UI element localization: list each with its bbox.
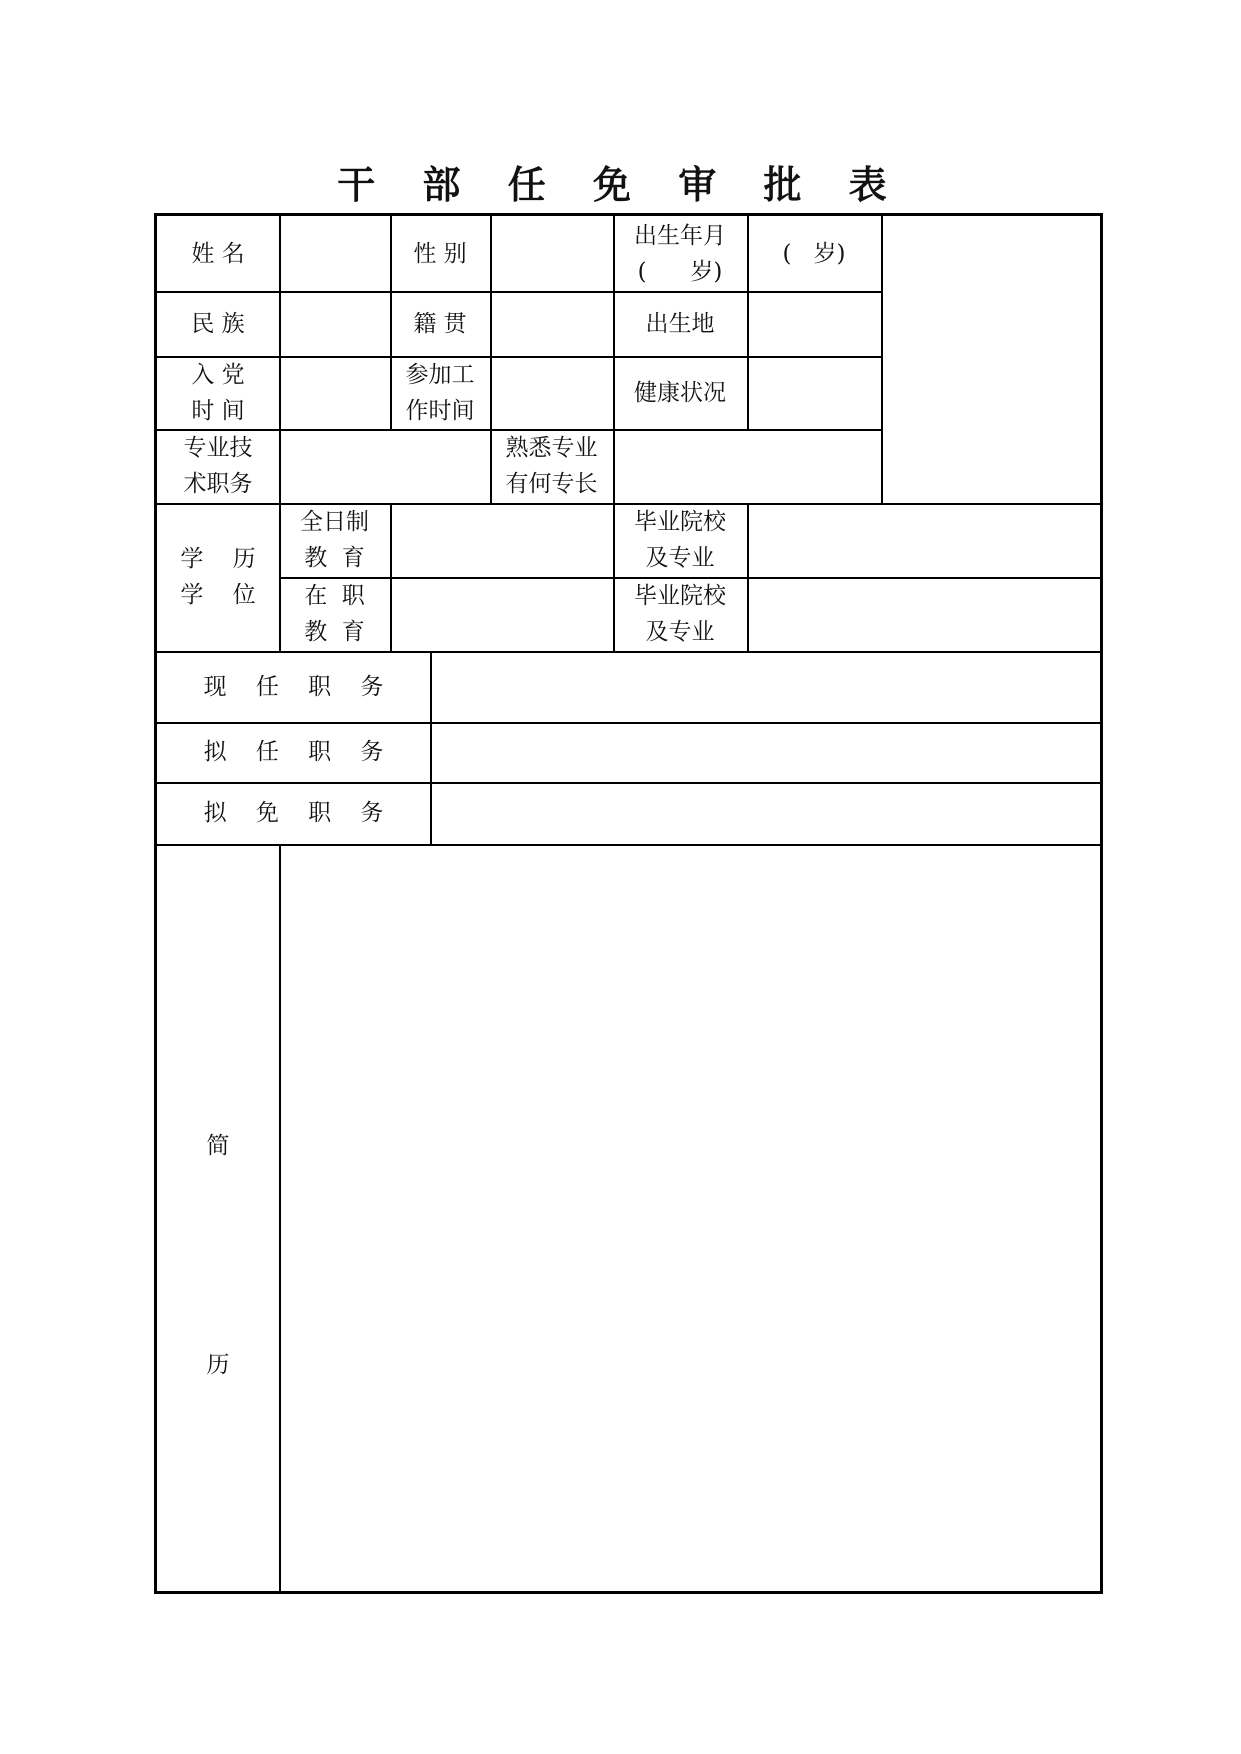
fulltime-school-field[interactable] xyxy=(749,505,1100,577)
party-join-date-label: 入 党 时 间 xyxy=(191,361,245,424)
proposed-post-label: 拟 任 职 务 xyxy=(203,739,384,765)
current-post-label: 现 任 职 务 xyxy=(203,673,384,700)
health-field[interactable] xyxy=(749,358,881,429)
birth-date-label: 出生年月 ( 岁) xyxy=(634,222,726,285)
fulltime-school-label: 毕业院校 及专业 xyxy=(634,509,726,571)
inservice-education-label: 在 职 教 育 xyxy=(304,583,365,645)
inservice-school-label: 毕业院校 及专业 xyxy=(634,583,726,645)
work-start-date-label: 参加工 作时间 xyxy=(405,361,475,424)
ethnicity-label: 民 族 xyxy=(191,310,245,337)
gender-field[interactable] xyxy=(492,216,613,291)
proposed-removal-field[interactable] xyxy=(432,784,1100,844)
resume-field[interactable] xyxy=(281,846,1100,1591)
proposed-removal-label: 拟 免 职 务 xyxy=(203,800,384,826)
expertise-label: 熟悉专业 有何专长 xyxy=(505,435,598,497)
approval-form xyxy=(154,213,1103,1594)
resume-label-char2: 历 xyxy=(206,1352,230,1378)
inservice-school-field[interactable] xyxy=(749,579,1100,651)
proposed-post-field[interactable] xyxy=(432,724,1100,782)
name-label: 姓 名 xyxy=(191,240,245,267)
birth-date-field[interactable]: ( 岁) xyxy=(782,240,846,267)
education-degree-label: 学 历 学 位 xyxy=(180,546,256,608)
work-start-date-field[interactable] xyxy=(492,358,613,429)
technical-title-label: 专业技 术职务 xyxy=(183,435,253,497)
gender-label: 性 别 xyxy=(413,240,467,267)
party-join-date-field[interactable] xyxy=(281,358,390,429)
expertise-field[interactable] xyxy=(615,431,881,503)
resume-label-char1: 简 xyxy=(206,1133,230,1159)
native-place-field[interactable] xyxy=(492,293,613,356)
birthplace-field[interactable] xyxy=(749,293,881,356)
page-title: 干 部 任 免 审 批 表 xyxy=(337,163,904,207)
current-post-field[interactable] xyxy=(432,653,1100,722)
inservice-education-field[interactable] xyxy=(392,579,613,651)
native-place-label: 籍 贯 xyxy=(413,310,467,337)
fulltime-education-field[interactable] xyxy=(392,505,613,577)
technical-title-field[interactable] xyxy=(281,431,490,503)
health-label: 健康状况 xyxy=(634,379,726,406)
birthplace-label: 出生地 xyxy=(645,310,715,337)
fulltime-education-label: 全日制 教 育 xyxy=(300,509,369,571)
photo-area[interactable] xyxy=(883,216,1100,503)
